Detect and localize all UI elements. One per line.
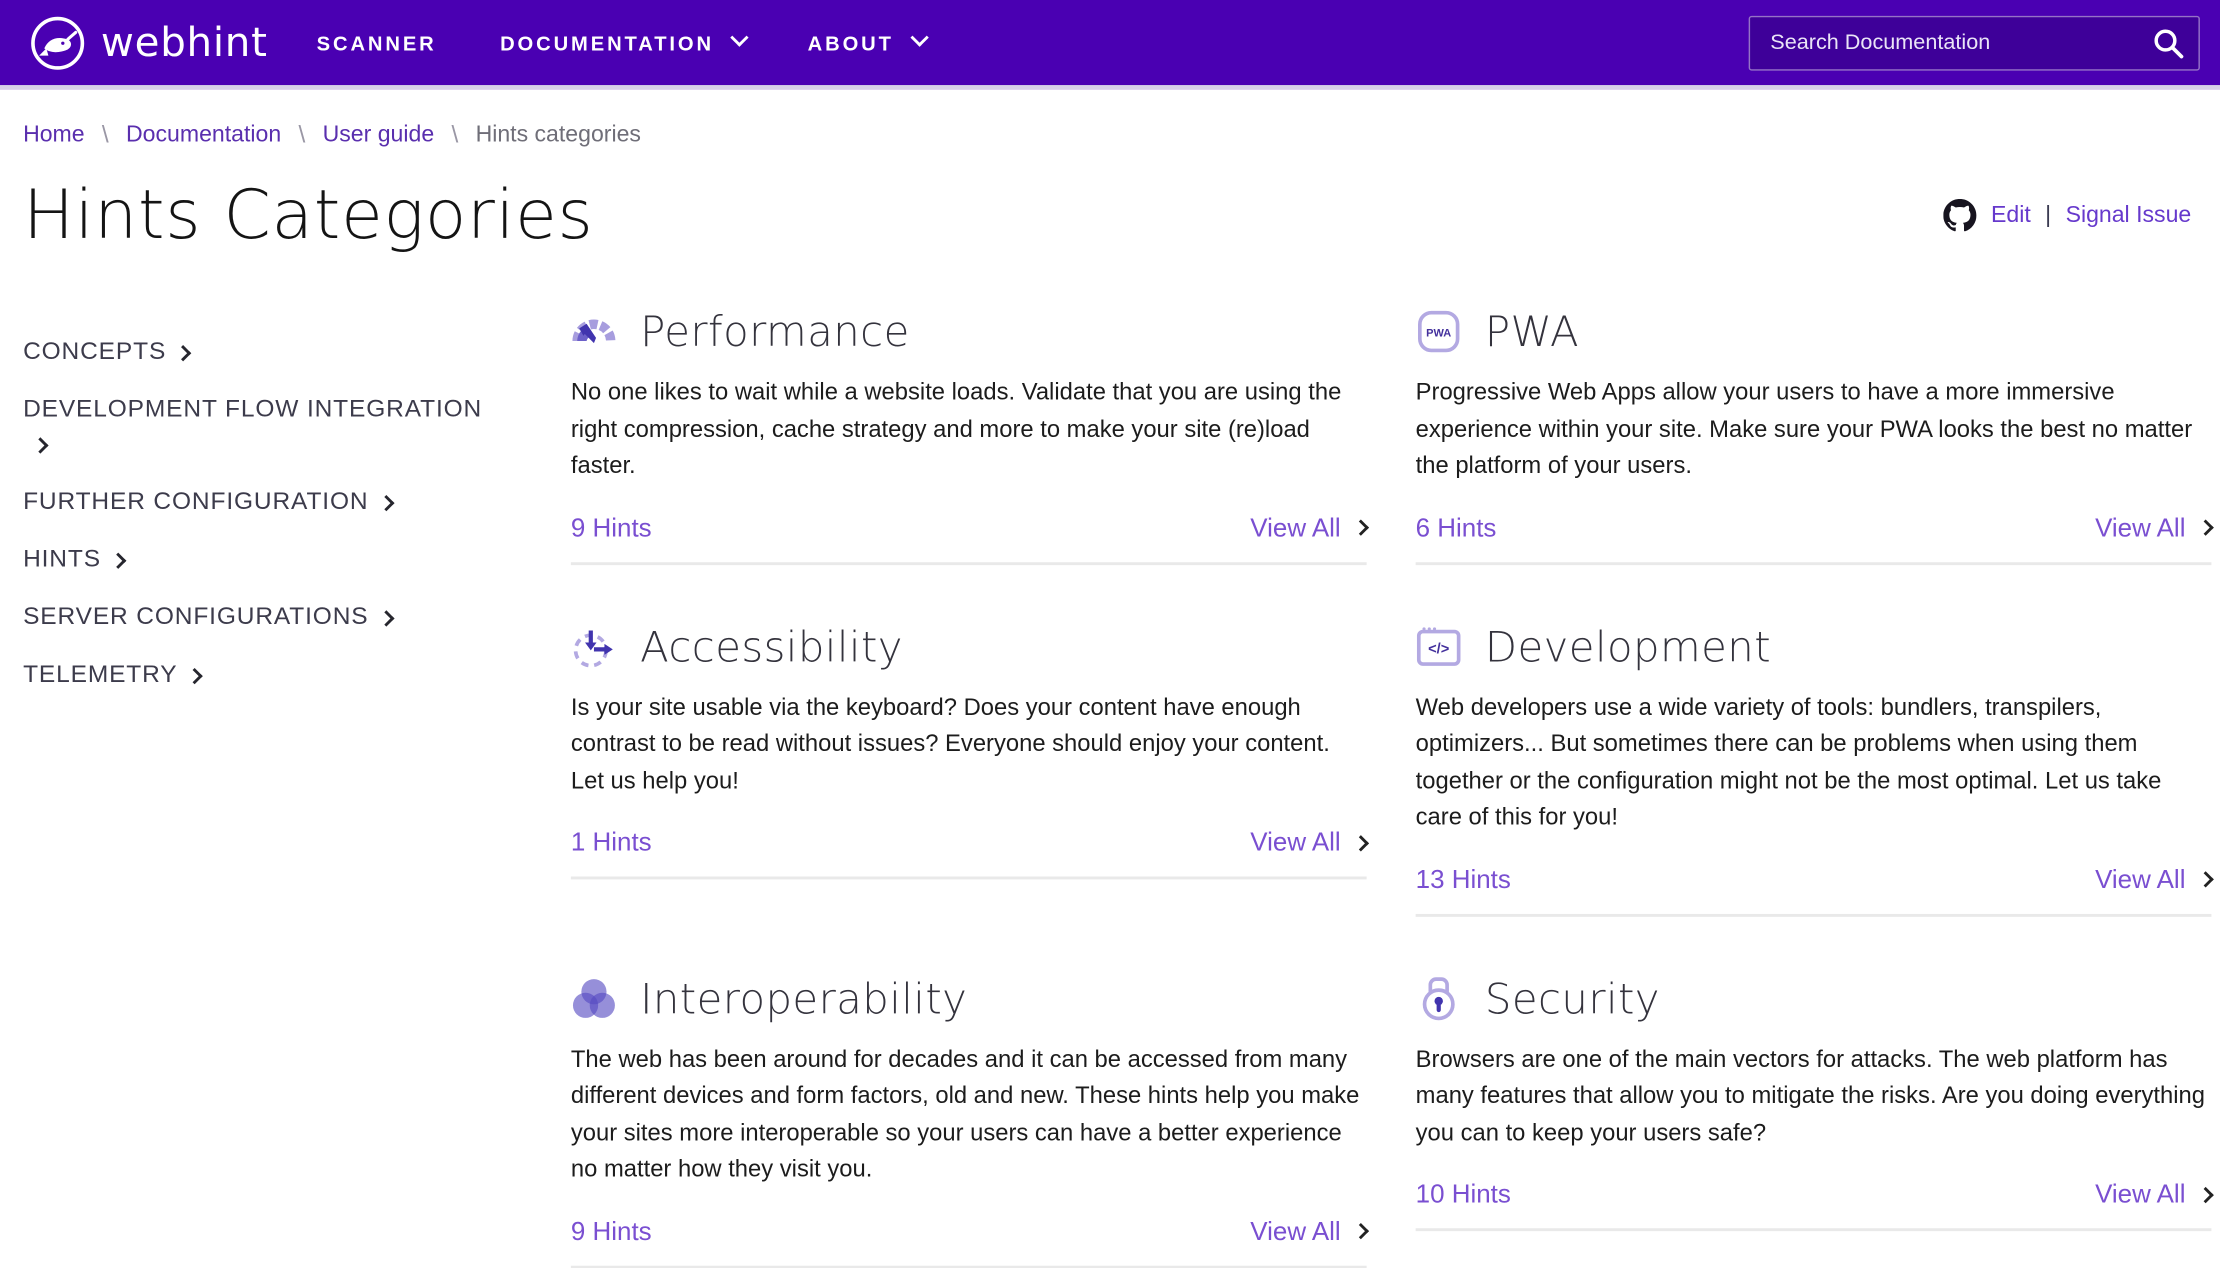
- breadcrumb-user-guide[interactable]: User guide: [322, 122, 435, 148]
- svg-text:PWA: PWA: [1426, 327, 1452, 340]
- sidebar-item-server-configurations[interactable]: SERVER CONFIGURATIONS: [23, 600, 499, 635]
- nav-links: [317, 31, 924, 54]
- category-card-security: [1416, 974, 2212, 1231]
- svg-text:</>: </>: [1428, 640, 1450, 657]
- top-navbar: [0, 0, 2220, 89]
- nav-item-about[interactable]: ABOUT: [808, 31, 924, 54]
- search-icon[interactable]: [2151, 25, 2186, 60]
- search-input[interactable]: [1749, 15, 2200, 70]
- link-divider: |: [2045, 202, 2052, 228]
- sidebar-item-hints[interactable]: HINTS: [23, 542, 499, 577]
- category-title: Security: [1484, 973, 1661, 1023]
- brand-name[interactable]: webhint: [100, 18, 268, 67]
- view-all-link[interactable]: View All: [2095, 1179, 2211, 1209]
- search-box: [1749, 15, 2200, 70]
- performance-gauge-icon: [571, 309, 617, 355]
- view-all-link[interactable]: View All: [2095, 864, 2211, 894]
- view-all-link[interactable]: View All: [2095, 512, 2211, 542]
- sidebar-item-concepts[interactable]: CONCEPTS: [23, 334, 499, 369]
- github-icon[interactable]: [1943, 199, 1976, 232]
- view-all-link[interactable]: View All: [1250, 827, 1366, 857]
- hints-count-link[interactable]: 10 Hints: [1415, 1179, 1511, 1209]
- chevron-right-icon: [2197, 871, 2213, 887]
- development-code-icon: [1416, 623, 1462, 669]
- signal-issue-link[interactable]: Signal Issue: [2065, 202, 2192, 228]
- breadcrumb: [0, 89, 2220, 150]
- content: [0, 255, 2220, 1268]
- chevron-right-icon: [175, 345, 191, 361]
- breadcrumb-current: Hints categories: [475, 122, 641, 148]
- category-card-pwa: [1416, 307, 2212, 564]
- breadcrumb-home[interactable]: Home: [23, 122, 85, 148]
- category-title: PWA: [1484, 307, 1580, 357]
- category-title: Performance: [640, 307, 910, 357]
- hints-count-link[interactable]: 9 Hints: [570, 1215, 652, 1245]
- categories-grid: [571, 307, 2212, 1268]
- chevron-right-icon: [187, 668, 203, 684]
- sidebar-item-telemetry[interactable]: TELEMETRY: [23, 657, 499, 692]
- breadcrumb-separator: \: [451, 121, 459, 149]
- category-title: Accessibility: [640, 622, 903, 672]
- chevron-right-icon: [110, 553, 126, 569]
- chevron-right-icon: [2197, 519, 2213, 535]
- sidebar-item-development-flow-integration[interactable]: DEVELOPMENT FLOW INTEGRATION: [23, 392, 499, 461]
- chevron-right-icon: [2197, 1186, 2213, 1202]
- chevron-down-icon: [910, 28, 928, 46]
- narwhal-logo-icon: [29, 14, 87, 72]
- category-description: Web developers use a wide variety of tools: bundlers, transpilers, optimizers... But sometimes there can be problems when using them together or the configuration might not be the most optimal. Let us take care of this for you!: [1415, 694, 2162, 831]
- github-actions: [1943, 199, 2197, 232]
- pwa-badge-icon: [1416, 309, 1462, 355]
- category-card-development: [1416, 622, 2212, 916]
- breadcrumb-separator: \: [298, 121, 306, 149]
- category-description: Progressive Web Apps allow your users to have a more immersive experience within your site. Make sure your PWA looks the best no matter the platform of your users.: [1415, 379, 2193, 479]
- edit-link[interactable]: Edit: [1990, 202, 2031, 228]
- category-description: The web has been around for decades and it can be accessed from many different devices and form factors, old and new. These hints help you make your sites more interoperable so your users can have a better experience no matter how they visit you.: [570, 1045, 1360, 1183]
- view-all-link[interactable]: View All: [1250, 512, 1366, 542]
- webhint-logo[interactable]: [29, 14, 268, 72]
- nav-item-scanner[interactable]: SCANNER: [316, 30, 437, 55]
- sidebar-item-further-configuration[interactable]: FURTHER CONFIGURATION: [23, 484, 499, 519]
- hints-count-link[interactable]: 1 Hints: [570, 827, 652, 857]
- chevron-down-icon: [731, 28, 749, 46]
- page-header: [0, 150, 2220, 255]
- page-title: Hints Categories: [23, 175, 594, 256]
- category-card-interoperability: [571, 974, 1367, 1268]
- category-title: Interoperability: [640, 973, 968, 1023]
- accessibility-icon: [571, 623, 617, 669]
- chevron-right-icon: [378, 610, 394, 626]
- sidebar: [23, 307, 571, 1268]
- chevron-right-icon: [1353, 834, 1369, 850]
- hints-count-link[interactable]: 13 Hints: [1415, 864, 1511, 894]
- category-description: Browsers are one of the main vectors for attacks. The web platform has many features that allow you to mitigate the risks. Are you doing everything you can to keep your users safe?: [1415, 1045, 2205, 1146]
- category-card-accessibility: [571, 622, 1367, 879]
- chevron-right-icon: [1353, 519, 1369, 535]
- category-description: No one likes to wait while a website loads. Validate that you are using the right compression, cache strategy and more to make your site (re)load faster.: [570, 379, 1342, 479]
- hints-count-link[interactable]: 9 Hints: [570, 512, 652, 542]
- hints-count-link[interactable]: 6 Hints: [1415, 512, 1497, 542]
- security-lock-icon: [1416, 975, 1462, 1021]
- category-title: Development: [1484, 622, 1772, 672]
- chevron-right-icon: [378, 495, 394, 511]
- nav-item-documentation[interactable]: DOCUMENTATION: [500, 31, 744, 54]
- breadcrumb-separator: \: [101, 121, 109, 149]
- breadcrumb-documentation[interactable]: Documentation: [126, 122, 282, 148]
- interoperability-circles-icon: [571, 975, 617, 1021]
- category-card-performance: [571, 307, 1367, 564]
- chevron-right-icon: [1353, 1223, 1369, 1239]
- category-description: Is your site usable via the keyboard? Does your content have enough contrast to be read without issues? Everyone should enjoy your content. Let us help you!: [570, 694, 1330, 794]
- view-all-link[interactable]: View All: [1250, 1216, 1366, 1246]
- chevron-right-icon: [32, 437, 48, 453]
